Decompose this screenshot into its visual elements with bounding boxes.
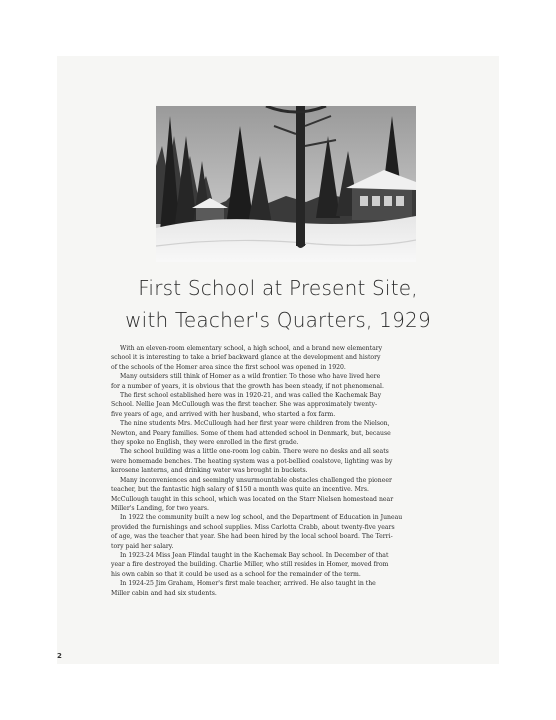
body-text-line: were homemade benches. The heating system was a pot-bellied coalstove, lighting was by <box>111 457 393 465</box>
body-text-line: The school building was a little one-room log cabin. There were no desks and all seats <box>120 448 389 456</box>
title-line-2: with Teacher's Quarters, 1929 <box>125 308 431 332</box>
body-text-line: McCullough taught in this school, which was located on the Starr Nielsen homestead near <box>111 495 394 503</box>
body-text-line: Many outsiders still think of Homer as a wild frontier. To those who have lived here <box>120 373 381 381</box>
body-text-line: Many inconveniences and seemingly unsurmountable obstacles challenged the pioneer <box>120 476 392 484</box>
body-text-line: school it is interesting to take a brief backward glance at the development and history <box>111 354 381 362</box>
body-text-line: With an eleven-room elementary school, a high school, and a brand new elementary <box>120 345 383 352</box>
snowy-school-photo-image <box>156 106 416 262</box>
body-text-line: In 1922 the community built a new log school, and the Department of Education in Juneau <box>120 514 403 522</box>
body-text-line: tory paid her salary. <box>111 542 174 550</box>
page-number: 2 <box>57 652 62 660</box>
body-text-line: teacher, but the fantastic high salary of $150 a month was quite an incentive. Mrs. <box>111 486 369 494</box>
body-text-line: year a fire destroyed the building. Charlie Miller, who still resides in Homer, moved from <box>111 561 389 569</box>
page-sheet <box>57 56 499 664</box>
body-text-line: for a number of years, it is obvious that the growth has been steady, if not phenomenal. <box>111 382 384 390</box>
body-text-line: five years of age, and arrived with her husband, who started a fox farm. <box>111 410 336 418</box>
body-text-line: Miller's Landing, for two years. <box>111 504 209 512</box>
body-text-line: they spoke no English, they were enrolled in the first grade. <box>111 439 299 447</box>
body-text-line: of age, was the teacher that year. She had been hired by the local school board. The Terri- <box>111 533 393 541</box>
body-text-line: of the schools of the Homer area since the first school was opened in 1920. <box>111 363 346 371</box>
article-body <box>111 344 457 598</box>
school-photo <box>156 106 416 262</box>
body-text-line: School. Nellie Jean McCullough was the first teacher. She was approximately twenty- <box>111 401 378 409</box>
body-text-line: kerosene lanterns, and drinking water was brought in buckets. <box>111 467 308 475</box>
body-text-line: In 1923-24 Miss Jean Flindal taught in the Kachemak Bay school. In December of that <box>120 551 389 559</box>
body-text-line: The nine students Mrs. McCullough had her first year were children from the Nielson, <box>120 420 390 428</box>
body-text-line: Miller cabin and had six students. <box>111 589 217 597</box>
body-text-line: his own cabin so that it could be used as a school for the remainder of the term. <box>111 570 361 578</box>
body-text-line: In 1924-25 Jim Graham, Homer's first male teacher, arrived. He also taught in the <box>120 580 376 588</box>
body-text-line: The first school established here was in 1920-21, and was called the Kachemak Bay <box>120 392 382 400</box>
body-text-line: provided the furnishings and school supplies. Miss Carlotta Crabb, about twenty-five years <box>111 523 395 531</box>
title-line-1: First School at Present Site, <box>138 276 418 300</box>
body-text-line: Newton, and Peary families. Some of them had attended school in Denmark, but, because <box>111 429 391 437</box>
